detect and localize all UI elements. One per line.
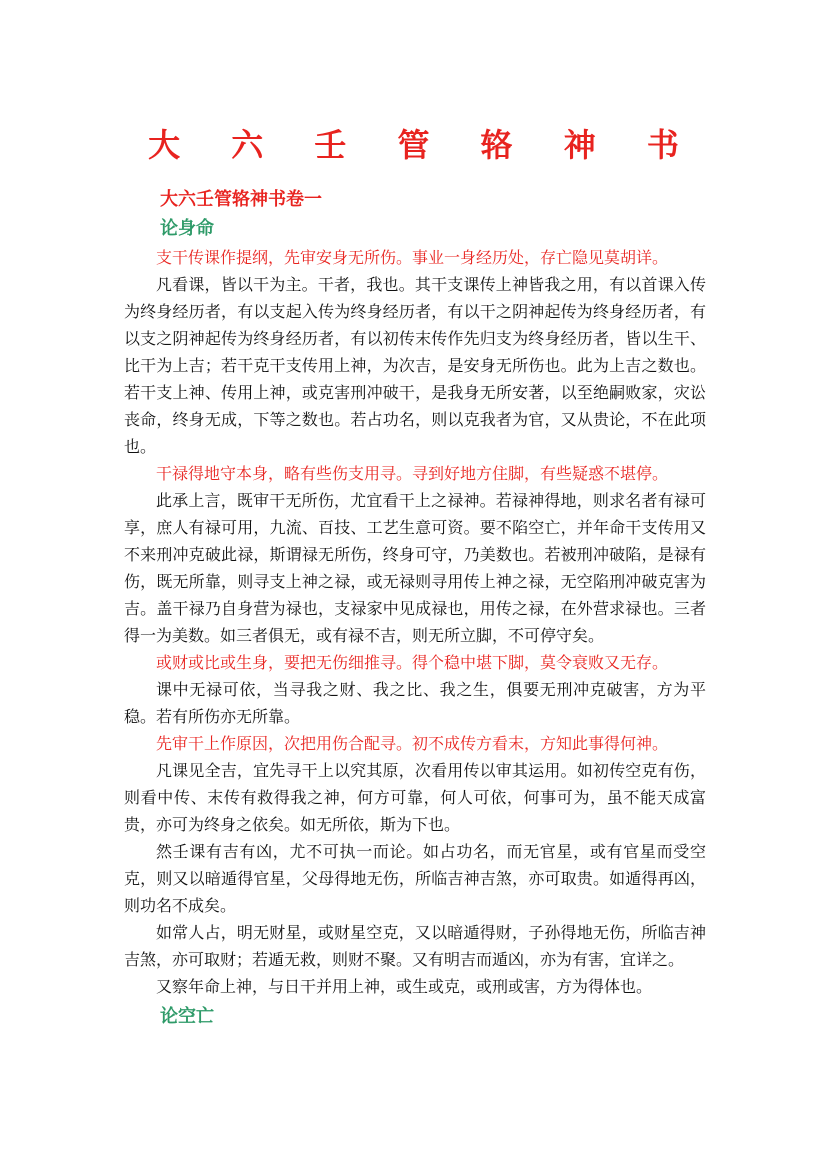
- volume-heading: 大六壬管辂神书卷一: [160, 189, 322, 210]
- verse-line: 干禄得地守本身，略有些伤支用寻。寻到好地方住脚，有些疑惑不堪停。: [156, 464, 669, 483]
- document-title: 大 六 壬 管 辂 神 书: [148, 126, 699, 164]
- paragraph: 如常人占，明无财星，或财星空克，又以暗遁得财，子孙得地无伤，所临吉神吉煞，亦可取财；若遁无救，则财不聚。又有明吉而遁凶，亦为有害，宜详之。: [124, 923, 706, 969]
- paragraph: 又察年命上神，与日干并用上神，或生或克，或刑或害，方为得体也。: [156, 977, 653, 996]
- verse-line: 支干传课作提纲，先审安身无所伤。事业一身经历处，存亡隐见莫胡详。: [156, 248, 669, 267]
- section-heading-void: 论空亡: [160, 1006, 214, 1027]
- paragraph: 此承上言，既审干无所伤，尤宜看干上之禄神。若禄神得地，则求名者有禄可享，庶人有禄可用，九流、百技、工艺生意可资。要不陷空亡，并年命干支传用又不来刑冲克破此禄，斯谓禄无所伤，终身可守，乃美数也。若被刑冲破陷，是禄有伤，既无所靠，则寻支上神之禄，或无禄则寻用传上神之禄，无空陷刑冲破克害为吉。盖干禄乃自身营为禄也，支禄家中见成禄也，用传之禄，在外营求禄也。三者得一为美数。如三者俱无，或有禄不吉，则无所立脚，不可停守矣。: [124, 491, 706, 645]
- verse-line: 或财或比或生身，要把无伤细推寻。得个稳中堪下脚，莫令衰败又无存。: [156, 653, 669, 672]
- verse-line: 先审干上作原因，次把用伤合配寻。初不成传方看末，方知此事得何神。: [156, 734, 669, 753]
- paragraph: 然壬课有吉有凶，尤不可执一而论。如占功名，而无官星，或有官星而受空克，则又以暗遁得官星，父母得地无伤，所临吉神吉煞，亦可取贵。如遁得再凶，则功名不成矣。: [124, 842, 706, 915]
- paragraph: 课中无禄可依，当寻我之财、我之比、我之生，俱要无刑冲克破害，方为平稳。若有所伤亦无所靠。: [124, 680, 706, 726]
- paragraph: 凡看课，皆以干为主。干者，我也。其干支课传上神皆我之用，有以首课入传为终身经历者，有以支起入传为终身经历者，有以干之阴神起传为终身经历者，有以支之阴神起传为终身经历者，有以初传末传作先归支为终身经历者，皆以生干、比干为上吉；若干克干支传用上神，为次吉，是安身无所伤也。此为上吉之数也。若干支上神、传用上神，或克害刑冲破干，是我身无所安著，以至绝嗣败家，灾讼丧命，终身无成，下等之数也。若占功名，则以克我者为官，又从贵论，不在此项也。: [124, 275, 706, 456]
- section-heading-body-fate: 论身命: [160, 218, 214, 239]
- document-body: [124, 186, 706, 1032]
- paragraph: 凡课见全吉，宜先寻干上以究其原，次看用传以审其运用。如初传空克有伤，则看中传、末传有救得我之神，何方可靠，何人可依，何事可为，虽不能天成富贵，亦可为终身之依矣。如无所依，斯为下也。: [124, 761, 706, 834]
